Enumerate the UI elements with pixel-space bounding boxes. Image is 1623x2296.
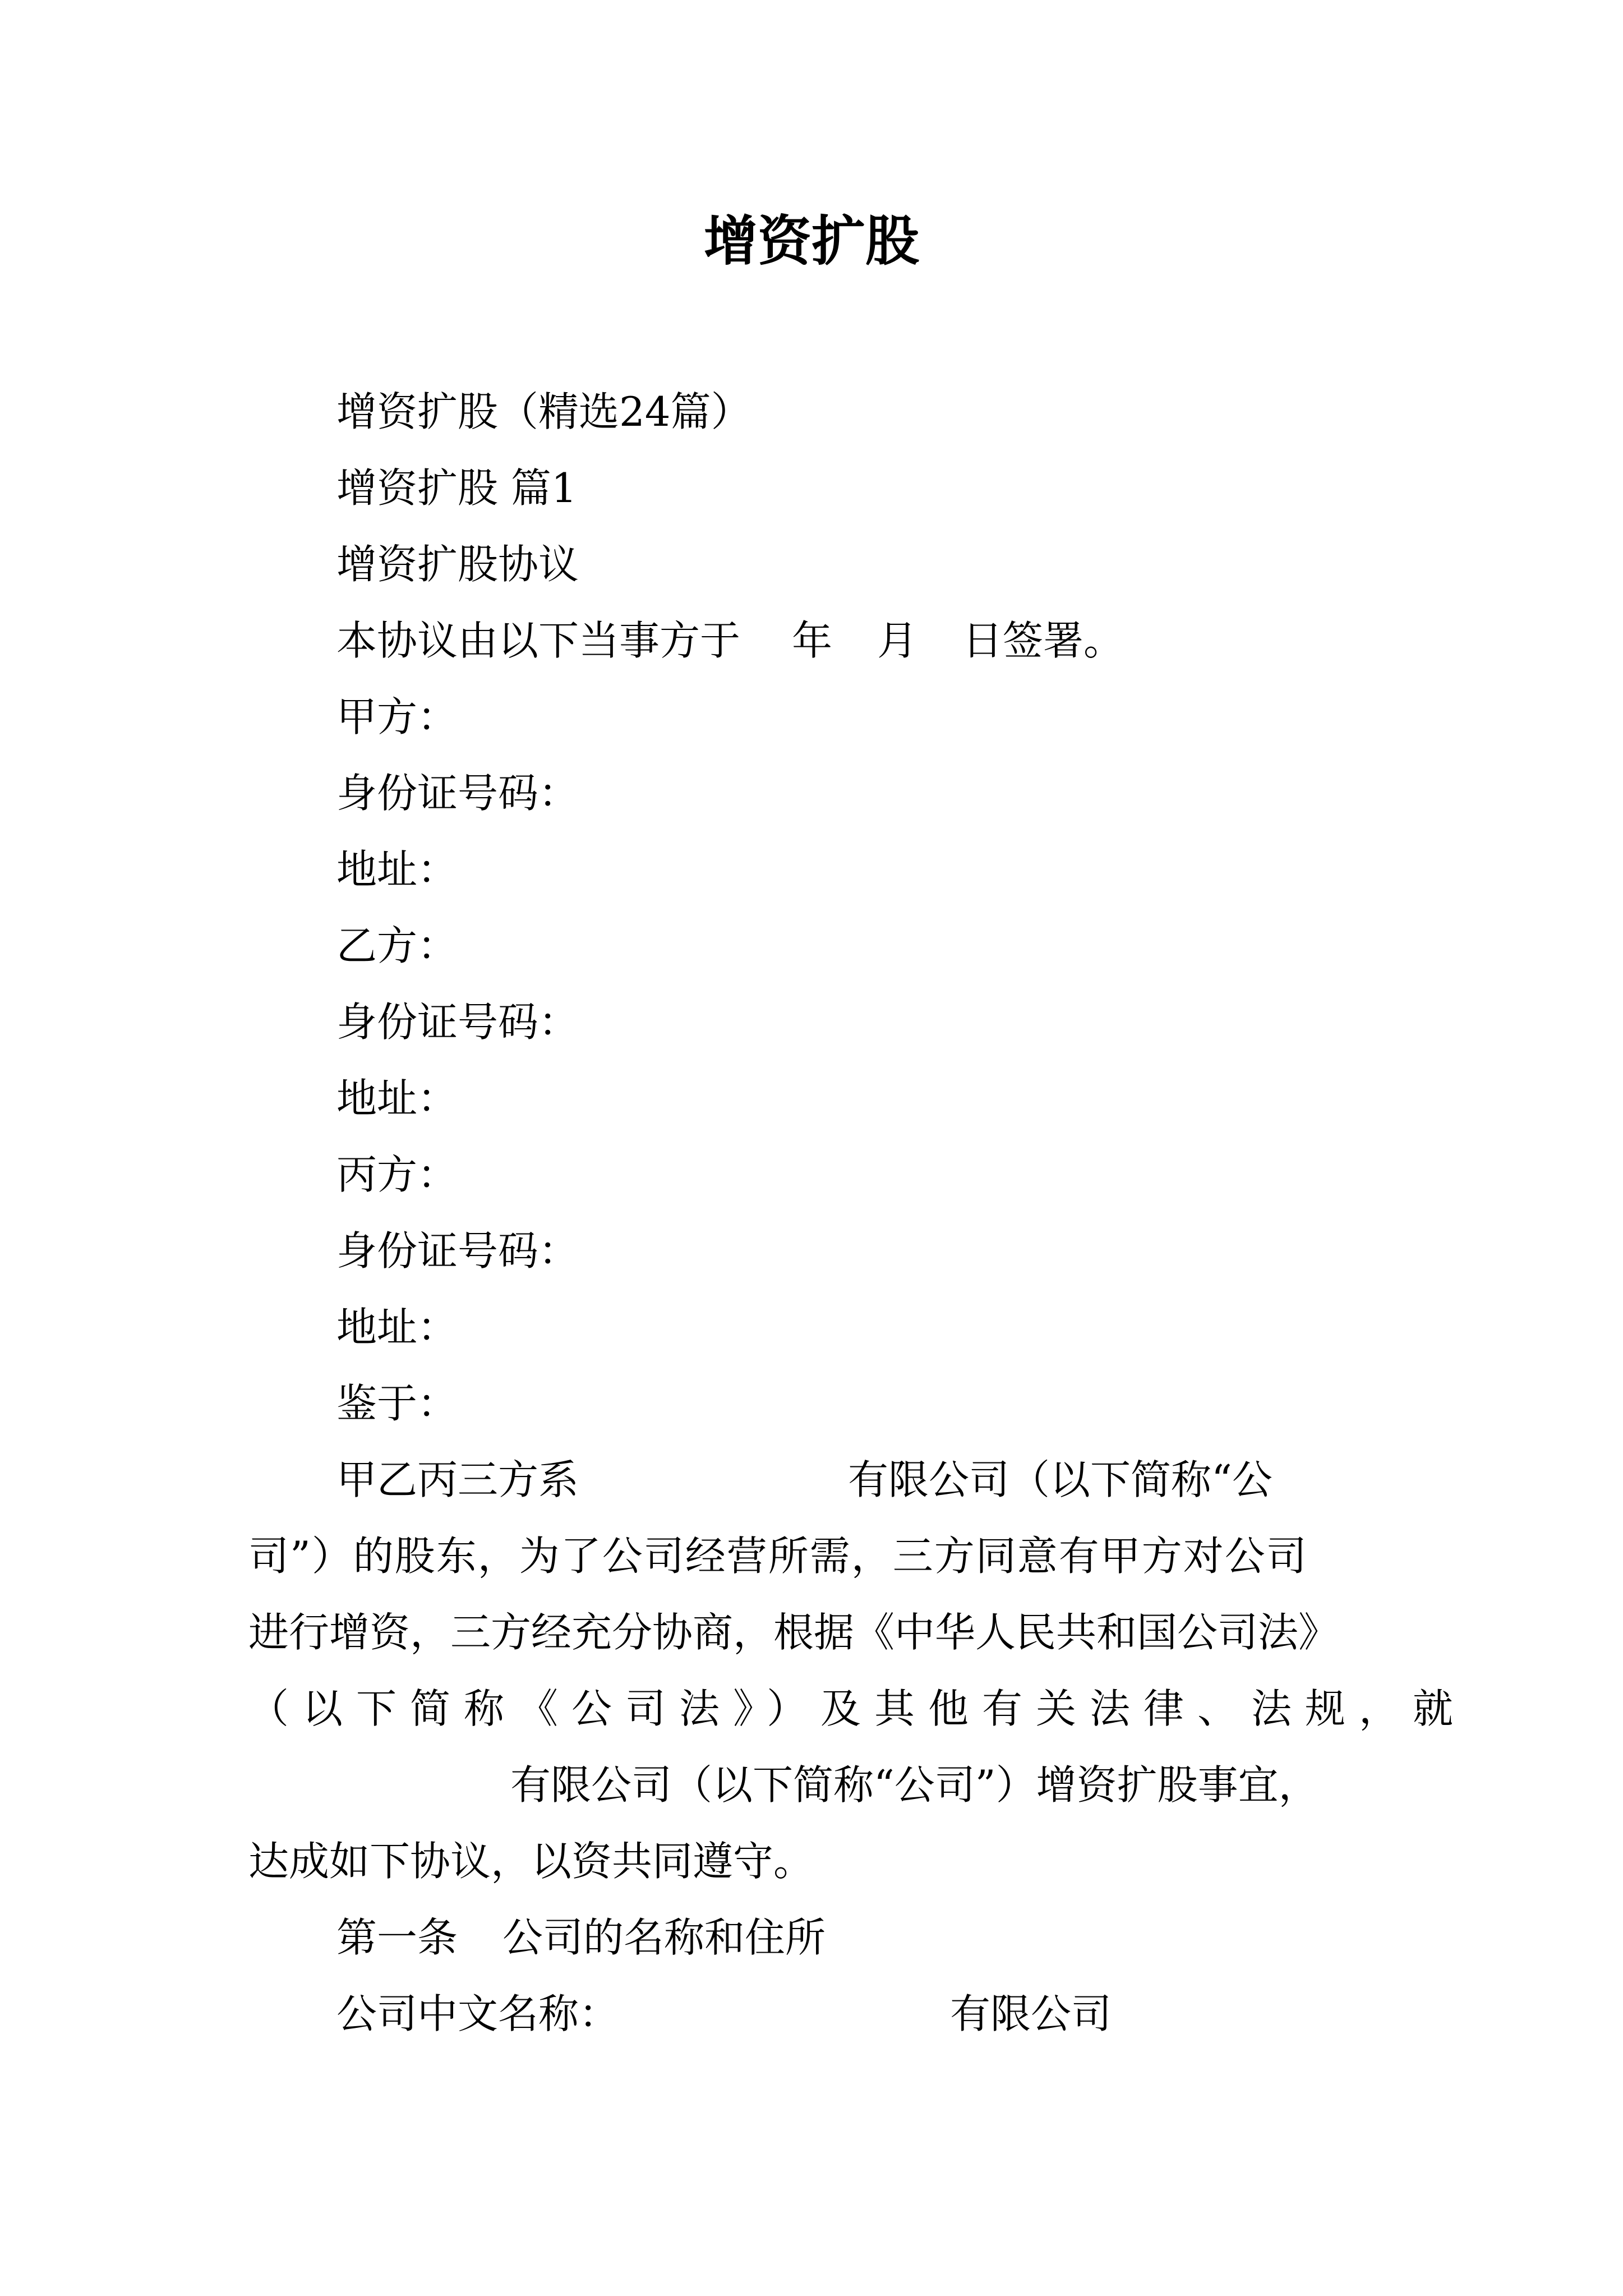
recital-line-3: 进行增资，三方经充分协商，根据《中华人民共和国公司法》 xyxy=(248,1609,1339,1656)
party-b-id-label: 身份证号码： xyxy=(336,999,579,1046)
article-1-title: 公司的名称和住所 xyxy=(502,1914,826,1961)
recital-line-2: 司”）的股东，为了公司经营所需，三方同意有甲方对公司 xyxy=(248,1533,1308,1580)
party-c-id-label: 身份证号码： xyxy=(336,1227,579,1274)
recital-company-ref: 有限公司（以下简称“公 xyxy=(848,1456,1272,1503)
signing-date-line xyxy=(336,614,1124,668)
party-a-address-label: 地址： xyxy=(336,846,458,893)
subtitle-line: 增资扩股（精选24篇） xyxy=(336,388,751,435)
party-c-label: 丙方： xyxy=(336,1151,458,1198)
company-name-label: 公司中文名称： xyxy=(336,1990,620,2037)
company-name-suffix: 有限公司 xyxy=(950,1990,1112,2037)
signing-day-label: 日签署。 xyxy=(962,617,1124,664)
recital-line-6: 达成如下协议，以资共同遵守。 xyxy=(248,1838,814,1885)
signing-month-label: 月 xyxy=(877,617,918,664)
party-b-address-label: 地址： xyxy=(336,1075,458,1122)
company-name-line xyxy=(336,1987,1112,2041)
party-b-label: 乙方： xyxy=(336,922,458,969)
recital-line-4: （以下简称《公司法》）及其他有关法律、法规，就 xyxy=(248,1685,1467,1732)
party-c-address-label: 地址： xyxy=(336,1304,458,1351)
article-1-heading xyxy=(336,1911,826,1964)
article-1-number: 第一条 xyxy=(336,1914,458,1961)
recital-line-1 xyxy=(336,1453,1272,1507)
document-title: 增资扩股 xyxy=(704,209,919,273)
section-heading: 增资扩股 篇1 xyxy=(336,464,577,512)
party-a-id-label: 身份证号码： xyxy=(336,770,579,817)
agreement-title: 增资扩股协议 xyxy=(336,541,579,588)
party-a-label: 甲方： xyxy=(336,693,458,740)
signing-year-label: 年 xyxy=(792,617,833,664)
recital-intro: 甲乙丙三方系 xyxy=(336,1456,579,1503)
recital-line-5: 有限公司（以下简称“公司”）增资扩股事宜， xyxy=(510,1761,1319,1809)
whereas-label: 鉴于： xyxy=(336,1380,458,1427)
signing-date-intro: 本协议由以下当事方于 xyxy=(336,617,741,664)
